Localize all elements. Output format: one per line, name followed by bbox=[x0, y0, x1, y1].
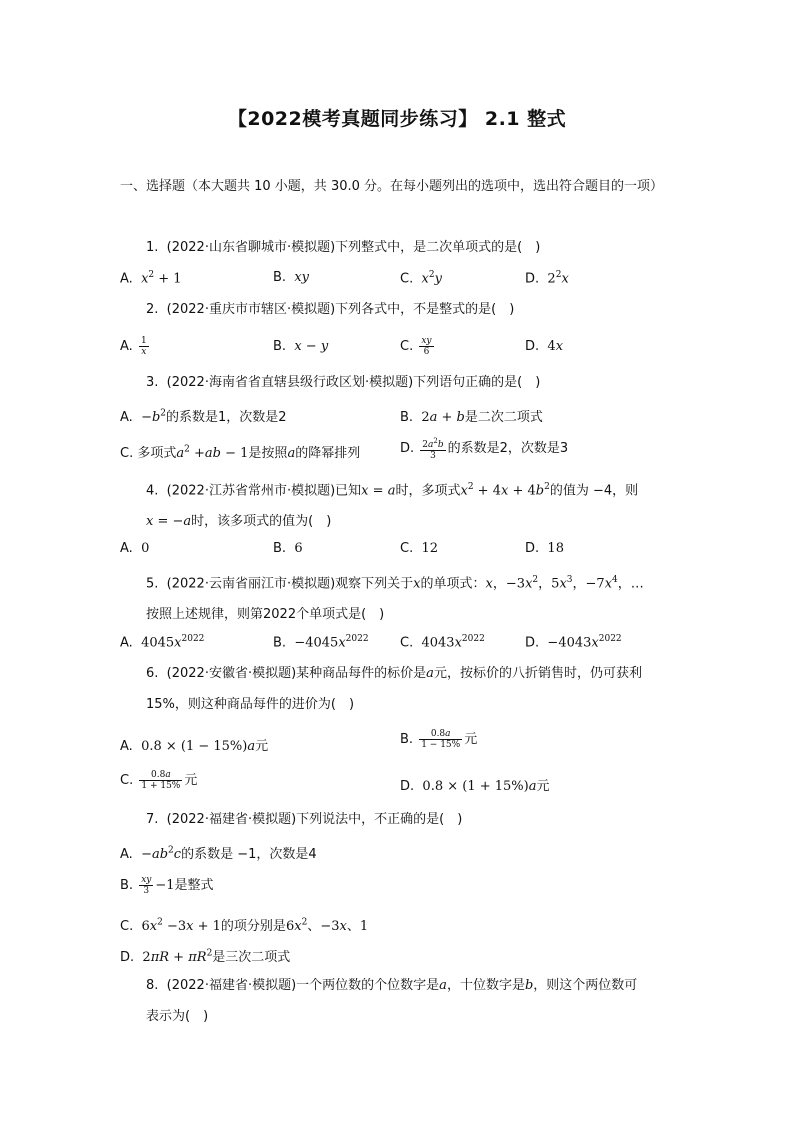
q7-option-b[interactable]: B. $\frac{xy}{3}$ −1是整式 bbox=[120, 875, 214, 896]
q2-option-c[interactable]: C. $\frac{xy}{6}$ bbox=[400, 336, 432, 357]
q3-option-c[interactable]: C. 多项式$a^2 +ab - 1$是按照a的降幂排列 bbox=[120, 444, 361, 461]
q7-option-c[interactable]: C. $6x^2 -3x + 1$的项分别是$6x^2$、−3x、1 bbox=[120, 917, 369, 934]
q5-option-b[interactable]: B. $-4045x^{2022}$ bbox=[273, 634, 369, 651]
q2-option-d[interactable]: D. 4x bbox=[525, 339, 564, 354]
q1-option-c[interactable]: C. $x^2y$ bbox=[400, 270, 442, 287]
q3-option-d[interactable]: D. $\frac{2a^2b}{3}$ 的系数是2，次数是3 bbox=[400, 437, 569, 461]
q6-option-c[interactable]: C. $\frac{0.8a}{1 + 15\%}$ 元 bbox=[120, 770, 198, 791]
question-8-stem: 8. (2022·福建省·模拟题)一个两位数的个位数字是a，十位数字是b，则这个两位数可 表示为( ) bbox=[146, 978, 638, 1024]
q1-option-a[interactable]: A. $x^2 + 1$ bbox=[120, 270, 182, 287]
question-7-stem: 7. (2022·福建省·模拟题)下列说法中，不正确的是( ) bbox=[146, 812, 463, 827]
q4-option-a[interactable]: A. 0 bbox=[120, 541, 150, 556]
q6-option-d[interactable]: D. 0.8 × (1 + 15%)a元 bbox=[400, 779, 550, 794]
q4-option-c[interactable]: C. 12 bbox=[400, 541, 439, 556]
question-6-stem: 6. (2022·安徽省·模拟题)某种商品每件的标价是a元，按标价的八折销售时，仍可获利 15%，则这种商品每件的进价为( ) bbox=[146, 666, 642, 712]
q4-option-d[interactable]: D. 18 bbox=[525, 541, 564, 556]
q1-option-d[interactable]: D. $2^2x$ bbox=[525, 270, 569, 287]
section-header: 一、选择题（本大题共 10 小题，共 30.0 分。在每小题列出的选项中，选出符合题目的一项） bbox=[120, 179, 664, 194]
question-5-stem: 5. (2022·云南省丽江市·模拟题)观察下列关于x的单项式：x，$-3x^2$，$5x^3$，$-7x^4$，… 按照上述规律，则第2022个单项式是( ) bbox=[146, 575, 644, 623]
question-2-stem: 2. (2022·重庆市市辖区·模拟题)下列各式中，不是整式的是( ) bbox=[146, 302, 515, 317]
q2-option-a[interactable]: A. $\frac{1}{x}$ bbox=[120, 336, 147, 357]
question-4-stem: 4. (2022·江苏省常州市·模拟题)已知x = a时，多项式$x^2 + 4x + 4b^2$的值为 −4，则 x = −a时，该多项式的值为( ) bbox=[146, 482, 639, 530]
q3-option-a[interactable]: A. $-b^2$的系数是1，次数是2 bbox=[120, 408, 287, 425]
q1-option-b[interactable]: B. xy bbox=[273, 270, 310, 285]
q7-option-a[interactable]: A. $-ab^2c$的系数是 −1，次数是4 bbox=[120, 845, 317, 862]
q6-option-a[interactable]: A. 0.8 × (1 − 15%)a元 bbox=[120, 739, 269, 754]
q6-option-b[interactable]: B. $\frac{0.8a}{1 - 15\%}$ 元 bbox=[400, 729, 478, 750]
q3-option-b[interactable]: B. 2a + b是二次二项式 bbox=[400, 410, 543, 425]
q5-option-c[interactable]: C. $4043x^{2022}$ bbox=[400, 634, 485, 651]
q5-option-a[interactable]: A. $4045x^{2022}$ bbox=[120, 634, 205, 651]
q5-option-d[interactable]: D. $-4043x^{2022}$ bbox=[525, 634, 622, 651]
q4-option-b[interactable]: B. 6 bbox=[273, 541, 303, 556]
q2-option-b[interactable]: B. x − y bbox=[273, 339, 329, 354]
q7-option-d[interactable]: D. $2\pi R + \pi R^2$是三次二项式 bbox=[120, 948, 291, 965]
page-title: 【2022模考真题同步练习】 2.1 整式 bbox=[227, 108, 567, 130]
question-3-stem: 3. (2022·海南省省直辖县级行政区划·模拟题)下列语句正确的是( ) bbox=[146, 375, 541, 390]
question-1-stem: 1. (2022·山东省聊城市·模拟题)下列整式中，是二次单项式的是( ) bbox=[146, 240, 541, 255]
